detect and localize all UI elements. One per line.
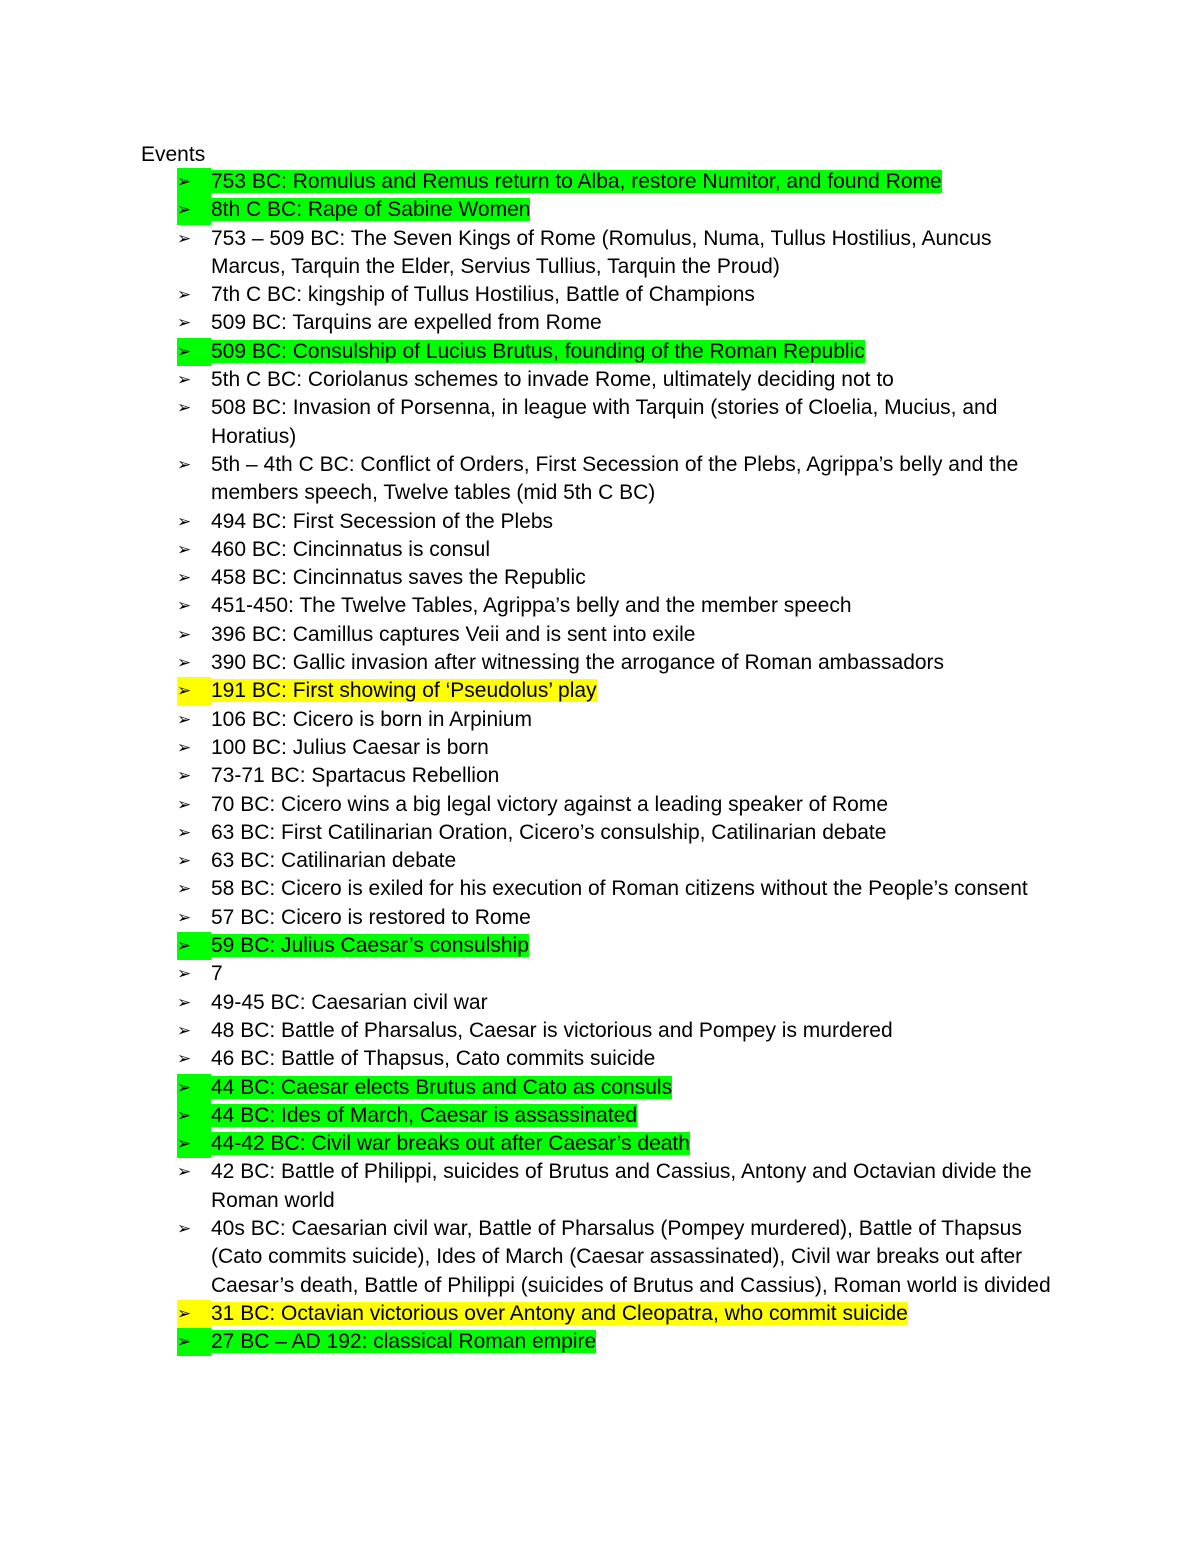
event-list-item	[0, 1130, 1071, 1158]
event-list-item	[0, 1074, 1071, 1102]
event-text: 8th C BC: Rape of Sabine Women	[211, 198, 531, 222]
event-list-item	[0, 932, 1071, 960]
arrow-bullet-icon: ➢	[177, 596, 192, 617]
arrow-bullet-icon: ➢	[177, 709, 192, 730]
arrow-bullet-icon: ➢	[177, 932, 211, 960]
event-list-item	[0, 1045, 1071, 1073]
arrow-bullet-icon: ➢	[177, 624, 192, 645]
arrow-bullet-icon: ➢	[177, 370, 192, 391]
event-text: 509 BC: Consulship of Lucius Brutus, founding of the Roman Republic	[211, 339, 865, 363]
event-text: 63 BC: First Catilinarian Oration, Cicero’s consulship, Catilinarian debate	[211, 820, 887, 844]
arrow-bullet-icon: ➢	[177, 737, 192, 758]
document-heading: Events	[141, 143, 206, 166]
arrow-bullet-icon: ➢	[177, 1300, 211, 1328]
event-list-item	[0, 1300, 1071, 1328]
event-list-item	[0, 225, 1071, 282]
event-text: 508 BC: Invasion of Porsenna, in league with Tarquin (stories of Cloelia, Mucius, and Horatius)	[211, 396, 998, 448]
event-text: 46 BC: Battle of Thapsus, Cato commits suicide	[211, 1047, 656, 1071]
event-text: 70 BC: Cicero wins a big legal victory against a leading speaker of Rome	[211, 792, 889, 816]
event-list-item	[0, 734, 1071, 762]
event-text: 458 BC: Cincinnatus saves the Republic	[211, 566, 586, 590]
arrow-bullet-icon: ➢	[177, 1102, 211, 1130]
event-list-item	[0, 960, 1071, 988]
arrow-bullet-icon: ➢	[177, 1020, 192, 1041]
event-list-item	[0, 904, 1071, 932]
event-text: 5th C BC: Coriolanus schemes to invade Rome, ultimately deciding not to	[211, 368, 894, 392]
arrow-bullet-icon: ➢	[177, 1218, 192, 1239]
event-text: 73-71 BC: Spartacus Rebellion	[211, 764, 500, 788]
event-list-item	[0, 791, 1071, 819]
arrow-bullet-icon: ➢	[177, 285, 192, 306]
event-text: 106 BC: Cicero is born in Arpinium	[211, 707, 532, 731]
event-list-item	[0, 621, 1071, 649]
arrow-bullet-icon: ➢	[177, 653, 192, 674]
event-list-item	[0, 168, 1071, 196]
event-text: 59 BC: Julius Caesar’s consulship	[211, 934, 529, 958]
event-list-item	[0, 1215, 1071, 1300]
event-list-item	[0, 536, 1071, 564]
event-list-item	[0, 989, 1071, 1017]
event-list-item	[0, 508, 1071, 536]
event-text: 191 BC: First showing of ‘Pseudolus’ play	[211, 679, 597, 703]
event-list-item	[0, 649, 1071, 677]
event-list-item	[0, 451, 1071, 508]
event-text: 48 BC: Battle of Pharsalus, Caesar is victorious and Pompey is murdered	[211, 1018, 893, 1042]
event-list-item	[0, 394, 1071, 451]
event-list-item	[0, 592, 1071, 620]
arrow-bullet-icon: ➢	[177, 539, 192, 560]
event-text: 44 BC: Caesar elects Brutus and Cato as consuls	[211, 1075, 673, 1099]
event-list-item	[0, 762, 1071, 790]
event-list-item	[0, 366, 1071, 394]
event-list-item	[0, 1328, 1071, 1356]
event-text: 7	[211, 962, 223, 986]
arrow-bullet-icon: ➢	[177, 1130, 211, 1158]
event-text: 7th C BC: kingship of Tullus Hostilius, Battle of Champions	[211, 283, 755, 307]
event-text: 44 BC: Ides of March, Caesar is assassinated	[211, 1103, 638, 1127]
arrow-bullet-icon: ➢	[177, 338, 211, 366]
event-text: 451-450: The Twelve Tables, Agrippa’s belly and the member speech	[211, 594, 852, 618]
arrow-bullet-icon: ➢	[177, 879, 192, 900]
arrow-bullet-icon: ➢	[177, 511, 192, 532]
event-text: 5th – 4th C BC: Conflict of Orders, First Secession of the Plebs, Agrippa’s belly and the members speech, Twelve tables (mid 5th C BC)	[211, 452, 1019, 505]
event-text: 753 – 509 BC: The Seven Kings of Rome (Romulus, Numa, Tullus Hostilius, Auncus Marcus, Tarquin the Elder, Servius Tullius, Tarquin the Proud)	[211, 226, 992, 278]
event-list-item	[0, 1102, 1071, 1130]
event-list-item	[0, 847, 1071, 875]
arrow-bullet-icon: ➢	[177, 1049, 192, 1070]
arrow-bullet-icon: ➢	[177, 196, 211, 224]
event-text: 509 BC: Tarquins are expelled from Rome	[211, 311, 602, 335]
event-text: 460 BC: Cincinnatus is consul	[211, 537, 490, 561]
event-text: 494 BC: First Secession of the Plebs	[211, 509, 553, 533]
arrow-bullet-icon: ➢	[177, 851, 192, 872]
arrow-bullet-icon: ➢	[177, 228, 192, 249]
event-text: 49-45 BC: Caesarian civil war	[211, 990, 488, 1014]
arrow-bullet-icon: ➢	[177, 454, 192, 475]
event-text: 44-42 BC: Civil war breaks out after Caesar’s death	[211, 1132, 690, 1156]
arrow-bullet-icon: ➢	[177, 398, 192, 419]
arrow-bullet-icon: ➢	[177, 964, 192, 985]
event-text: 390 BC: Gallic invasion after witnessing the arrogance of Roman ambassadors	[211, 651, 945, 675]
event-list-item	[0, 677, 1071, 705]
arrow-bullet-icon: ➢	[177, 992, 192, 1013]
event-list	[0, 168, 1200, 1356]
event-list-item	[0, 196, 1071, 224]
event-text: 40s BC: Caesarian civil war, Battle of Pharsalus (Pompey murdered), Battle of Thapsus (Cato commits suicide), Ides of March (Caesar assassinated), Civil war breaks out after Caesar’s death, Battle of Philippi (suicides of Brutus and Cassius), Roman world is divided	[211, 1216, 1051, 1297]
arrow-bullet-icon: ➢	[177, 1328, 211, 1356]
event-text: 396 BC: Camillus captures Veii and is sent into exile	[211, 622, 696, 646]
event-text: 42 BC: Battle of Philippi, suicides of Brutus and Cassius, Antony and Octavian divide the Roman world	[211, 1160, 1032, 1212]
event-list-item	[0, 875, 1071, 903]
event-text: 58 BC: Cicero is exiled for his execution of Roman citizens without the People’s consent	[211, 877, 1028, 901]
event-text: 100 BC: Julius Caesar is born	[211, 735, 489, 759]
event-list-item	[0, 706, 1071, 734]
event-text: 63 BC: Catilinarian debate	[211, 849, 457, 873]
event-list-item	[0, 338, 1071, 366]
arrow-bullet-icon: ➢	[177, 766, 192, 787]
event-text: 753 BC: Romulus and Remus return to Alba, restore Numitor, and found Rome	[211, 170, 942, 193]
arrow-bullet-icon: ➢	[177, 568, 192, 589]
arrow-bullet-icon: ➢	[177, 822, 192, 843]
arrow-bullet-icon: ➢	[177, 168, 211, 196]
event-list-item	[0, 1017, 1071, 1045]
arrow-bullet-icon: ➢	[177, 677, 211, 705]
arrow-bullet-icon: ➢	[177, 1162, 192, 1183]
event-list-item	[0, 281, 1071, 309]
arrow-bullet-icon: ➢	[177, 313, 192, 334]
arrow-bullet-icon: ➢	[177, 907, 192, 928]
event-list-item	[0, 564, 1071, 592]
event-list-item	[0, 819, 1071, 847]
event-list-item	[0, 309, 1071, 337]
event-text: 57 BC: Cicero is restored to Rome	[211, 905, 531, 929]
arrow-bullet-icon: ➢	[177, 794, 192, 815]
event-list-item	[0, 1158, 1071, 1215]
arrow-bullet-icon: ➢	[177, 1074, 211, 1102]
event-text: 27 BC – AD 192: classical Roman empire	[211, 1330, 597, 1354]
event-text: 31 BC: Octavian victorious over Antony and Cleopatra, who commit suicide	[211, 1301, 908, 1325]
